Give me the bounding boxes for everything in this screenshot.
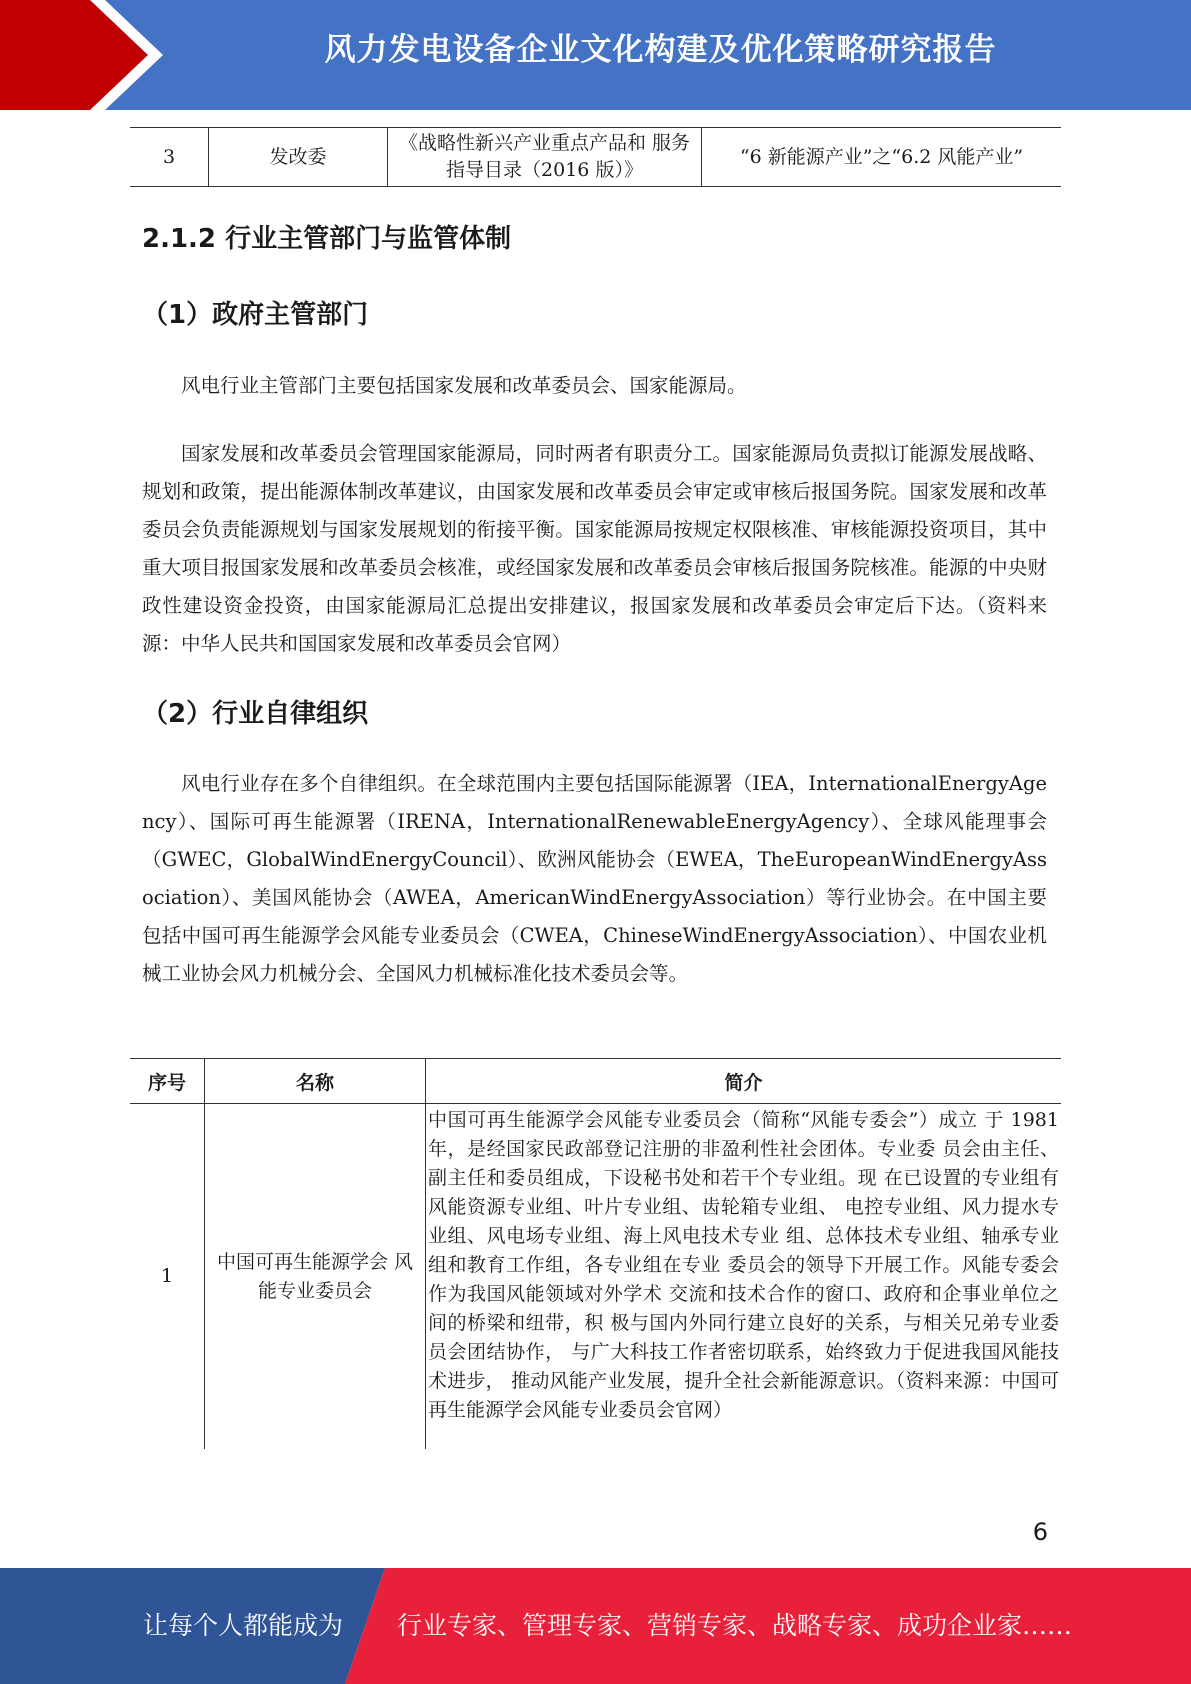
row-dept: 发改委: [209, 128, 388, 187]
footer-slogan-left: 让每个人都能成为: [143, 1611, 344, 1640]
table-header-row: [130, 1059, 1061, 1104]
report-title: 风力发电设备企业文化构建及优化策略研究报告: [324, 32, 997, 68]
row-index: 3: [130, 128, 209, 187]
table-row: [130, 128, 1061, 187]
org-intro: 中国可再生能源学会风能专业委员会（简称“风能专委会”）成立 于 1981 年，是经国家民政部登记注册的非盈利性社会团体。专业委 员会由主任、副主任和委员组成，下设秘书处和若干个专业组。现 在已设置的专业组有风能资源专业组、叶片专业组、齿轮箱专业组、 电控专业组、风力提水专业组、风电场专业组、海上风电技术专业 组、总体技术专业组、轴承专业组和教育工作组，各专业组在专业 委员会的领导下开展工作。风能专委会作为我国风能领域对外学术 交流和技术合作的窗口、政府和企事业单位之间的桥梁和纽带，积 极与国内外同行建立良好的关系，与相关兄弟专业委员会团结协作， 与广大科技工作者密切联系，始终致力于促进我国风能技术进步， 推动风能产业发展，提升全社会新能源意识。（资料来源：中国可 再生能源学会风能专业委员会官网）: [426, 1104, 1062, 1450]
page-number: 6: [1032, 1518, 1048, 1546]
subsection-heading-gov: （1）政府主管部门: [142, 300, 369, 330]
paragraph-gov-detail: 国家发展和改革委员会管理国家能源局，同时两者有职责分工。国家能源局负责拟订能源发展战略、规划和政策，提出能源体制改革建议，由国家发展和改革委员会审定或审核后报国务院。国家发展和改革委员会负责能源规划与国家发展规划的衔接平衡。国家能源局按规定权限核准、审核能源投资项目，其中重大项目报国家发展和改革委员会核准，或经国家发展和改革委员会审核后报国务院核准。能源的中央财政性建设资金投资，由国家能源局汇总提出安排建议，报国家发展和改革委员会审定后下达。（资料来源：中华人民共和国国家发展和改革委员会官网）: [142, 442, 1047, 655]
industry-catalog-table: [130, 127, 1061, 187]
header-intro: 简介: [426, 1059, 1062, 1104]
paragraph-self-reg: 风电行业存在多个自律组织。在全球范围内主要包括国际能源署（IEA，InternationalEnergyAgency）、国际可再生能源署（IRENA，InternationalRenewableEnergyAgency）、全球风能理事会（GWEC，GlobalWindEnergyCouncil）、欧洲风能协会（EWEA，TheEuropeanWindEnergyAssociation）、美国风能协会（AWEA，AmericanWindEnergyAssociation）等行业协会。在中国主要包括中国可再生能源学会风能专业委员会（CWEA，ChineseWindEnergyAssociation）、中国农业机械工业协会风力机械分会、全国风力机械标准化技术委员会等。: [142, 772, 1047, 985]
page-header: [0, 0, 1191, 110]
org-index: 1: [160, 1265, 174, 1287]
page-footer: [0, 1568, 1191, 1684]
org-name: 中国可再生能源学会 风能专业委员会: [205, 1104, 426, 1450]
header-index: 序号: [130, 1059, 205, 1104]
organization-table: [130, 1058, 1061, 1449]
table-row: [130, 1104, 1061, 1450]
row-category: “6 新能源产业”之“6.2 风能产业”: [702, 128, 1062, 187]
section-heading: 2.1.2 行业主管部门与监管体制: [142, 224, 512, 254]
row-document: 《战略性新兴产业重点产品和 服务指导目录（2016 版）》: [388, 128, 702, 187]
footer-slogan-right: 行业专家、管理专家、营销专家、战略专家、成功企业家……: [397, 1611, 1073, 1640]
paragraph-gov-intro: 风电行业主管部门主要包括国家发展和改革委员会、国家能源局。: [181, 374, 747, 397]
subsection-heading-self-reg: （2）行业自律组织: [142, 699, 369, 729]
header-name: 名称: [205, 1059, 426, 1104]
